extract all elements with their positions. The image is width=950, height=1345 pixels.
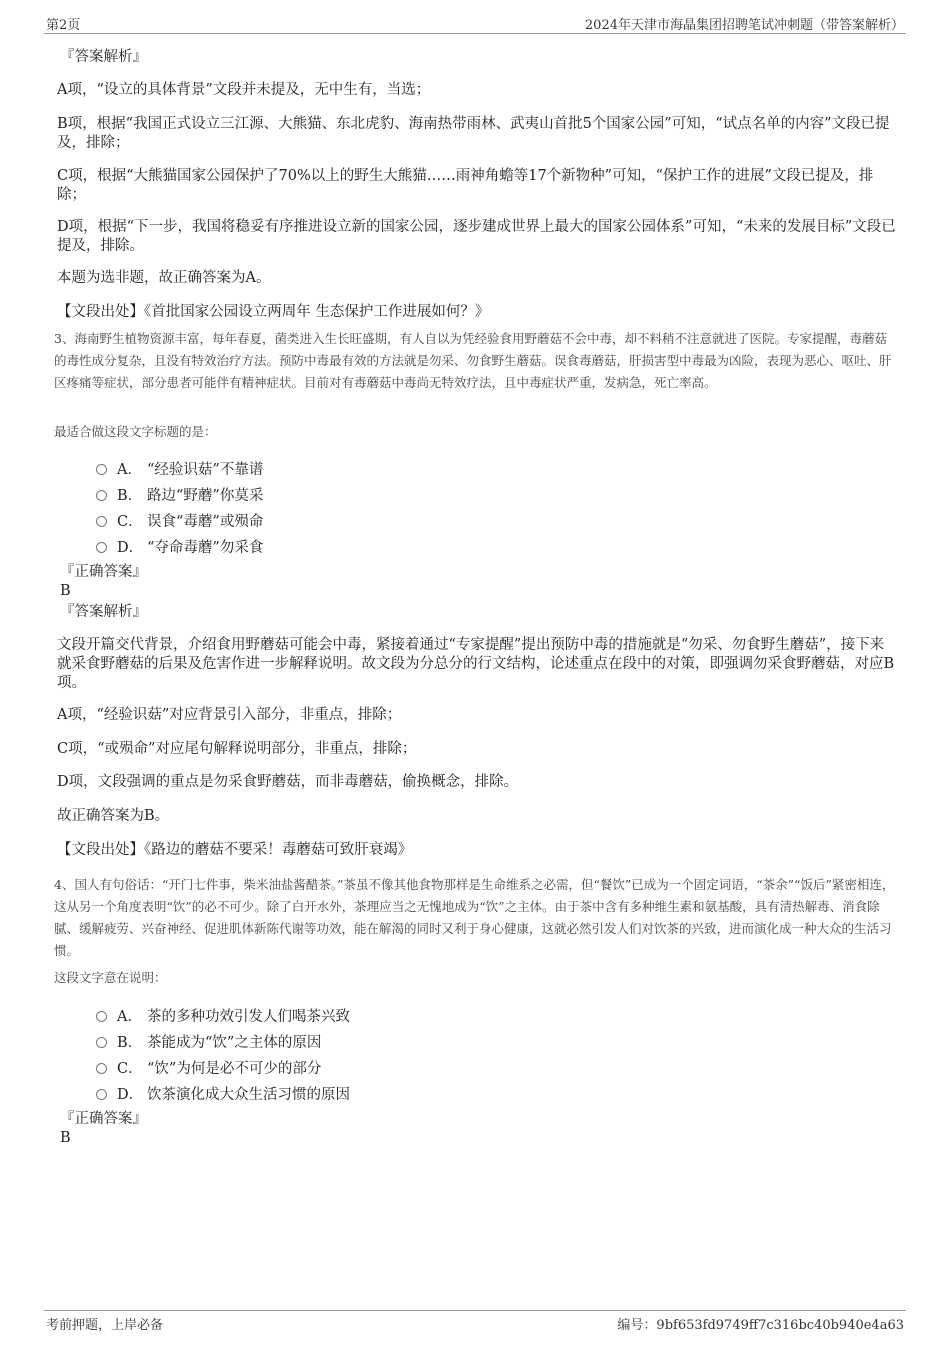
option-letter: B． xyxy=(117,488,143,504)
option-text: 茶的多种功效引发人们喝茶兴致 xyxy=(147,1009,350,1025)
radio-icon[interactable] xyxy=(96,490,107,501)
page-number: 第2页 xyxy=(46,18,81,33)
option-letter: D． xyxy=(117,1087,144,1103)
analysis-line: C项，根据“大熊猫国家公园保护了70%以上的野生大熊猫……雨神角蟾等17个新物种”可知，“保护工作的进展”文段已提及，排除； xyxy=(57,168,874,203)
option-d[interactable] xyxy=(96,536,263,557)
option-letter: C． xyxy=(117,514,143,530)
radio-icon[interactable] xyxy=(96,1037,107,1048)
document-code: 编号：9bf653fd9749ff7c316bc40b940e4a63 xyxy=(617,1318,904,1333)
analysis-line: D项，根据“下一步，我国将稳妥有序推进设立新的国家公园，逐步建成世界上最大的国家公园体系”可知，“未来的发展目标”文段已提及，排除。 xyxy=(57,219,896,254)
option-letter: D． xyxy=(117,540,144,556)
option-letter: C． xyxy=(117,1061,143,1077)
analysis-line: B项，根据“我国正式设立三江源、大熊猫、东北虎豹、海南热带雨林、武夷山首批5个国家公园”可知，“试点名单的内容”文段已提及，排除； xyxy=(57,116,890,151)
radio-icon[interactable] xyxy=(96,516,107,527)
radio-icon[interactable] xyxy=(96,542,107,553)
option-c[interactable] xyxy=(96,510,263,531)
analysis-label: 『答案解析』 xyxy=(60,604,147,620)
option-text: “夺命毒蘑”勿采食 xyxy=(147,540,264,556)
question-prompt: 这段文字意在说明： xyxy=(54,970,167,985)
correct-answer-label: 『正确答案』 xyxy=(60,1111,147,1127)
analysis-conclusion: 故正确答案为B。 xyxy=(57,808,170,824)
analysis-line: A项，“经验识菇”对应背景引入部分，非重点，排除； xyxy=(57,707,402,723)
analysis-paragraph: 文段开篇交代背景，介绍食用野蘑菇可能会中毒，紧接着通过“专家提醒”提出预防中毒的措施就是“勿采、勿食野生蘑菇”，接下来就采食野蘑菇的后果及危害作进一步解释说明。故文段为分总分的行文结构，论述重点在段中的对策，即强调勿采食野蘑菇，对应B项。 xyxy=(57,637,895,691)
analysis-label: 『答案解析』 xyxy=(60,49,147,65)
analysis-line: D项，文段强调的重点是勿采食野蘑菇，而非毒蘑菇，偷换概念，排除。 xyxy=(57,774,519,790)
option-letter: B． xyxy=(117,1035,143,1051)
correct-answer: B xyxy=(60,583,71,599)
option-d[interactable] xyxy=(96,1083,350,1104)
analysis-conclusion: 本题为选非题，故正确答案为A。 xyxy=(57,270,271,286)
option-a[interactable] xyxy=(96,458,263,479)
option-letter: A． xyxy=(117,1009,142,1025)
option-letter: A． xyxy=(117,462,142,478)
option-text: 饮茶演化成大众生活习惯的原因 xyxy=(147,1087,350,1103)
question-prompt: 最适合做这段文字标题的是： xyxy=(54,424,217,439)
radio-icon[interactable] xyxy=(96,1011,107,1022)
option-c[interactable] xyxy=(96,1057,321,1078)
correct-answer: B xyxy=(60,1130,71,1146)
option-text: 茶能成为“饮”之主体的原因 xyxy=(147,1035,322,1051)
radio-icon[interactable] xyxy=(96,1063,107,1074)
option-text: 路边“野蘑”你莫采 xyxy=(147,488,264,504)
option-text: “饮”为何是必不可少的部分 xyxy=(147,1061,322,1077)
option-text: 误食“毒蘑”或殒命 xyxy=(147,514,264,530)
option-a[interactable] xyxy=(96,1005,350,1026)
radio-icon[interactable] xyxy=(96,1089,107,1100)
source-citation: 【文段出处】《路边的蘑菇不要采！毒蘑菇可致肝衰竭》 xyxy=(57,842,413,858)
option-text: “经验识菇”不靠谱 xyxy=(147,462,264,478)
option-b[interactable] xyxy=(96,1031,321,1052)
header-divider xyxy=(44,33,906,34)
footer-divider xyxy=(44,1310,906,1311)
document-title: 2024年天津市海晶集团招聘笔试冲刺题（带答案解析） xyxy=(584,18,904,33)
footer-slogan: 考前押题，上岸必备 xyxy=(46,1318,164,1333)
analysis-line: A项，“设立的具体背景”文段并未提及，无中生有，当选； xyxy=(57,82,431,98)
source-citation: 【文段出处】《首批国家公园设立两周年 生态保护工作进展如何？》 xyxy=(57,304,490,320)
question-passage: 4、国人有句俗话：“开门七件事，柴米油盐酱醋茶。”茶虽不像其他食物那样是生命维系之必需，但“餐饮”已成为一个固定词语，“茶余”“饭后”紧密相连，这从另一个角度表明“饮”的必不可少。除了白开水外，茶理应当之无愧地成为“饮”之主体。由于茶中含有多种维生素和氨基酸，具有清热解毒、消食除腻、缓解疲劳、兴奋神经、促进肌体新陈代谢等功效，能在解渴的同时又利于身心健康，这就必然引发人们对饮茶的兴致，进而演化成一种大众的生活习惯。 xyxy=(54,877,895,958)
analysis-line: C项，“或殒命”对应尾句解释说明部分，非重点，排除； xyxy=(57,741,417,757)
question-passage: 3、海南野生植物资源丰富，每年春夏，菌类进入生长旺盛期，有人自以为凭经验食用野蘑菇不会中毒，却不料稍不注意就进了医院。专家提醒，毒蘑菇的毒性成分复杂，且没有特效治疗方法。预防中毒最有效的方法就是勿采、勿食野生蘑菇。误食毒蘑菇，肝损害型中毒最为凶险，表现为恶心、呕吐、肝区疼痛等症状，部分患者可能伴有精神症状。目前对有毒蘑菇中毒尚无特效疗法，且中毒症状严重，发病急，死亡率高。 xyxy=(54,331,892,390)
radio-icon[interactable] xyxy=(96,464,107,475)
option-b[interactable] xyxy=(96,484,263,505)
correct-answer-label: 『正确答案』 xyxy=(60,564,147,580)
